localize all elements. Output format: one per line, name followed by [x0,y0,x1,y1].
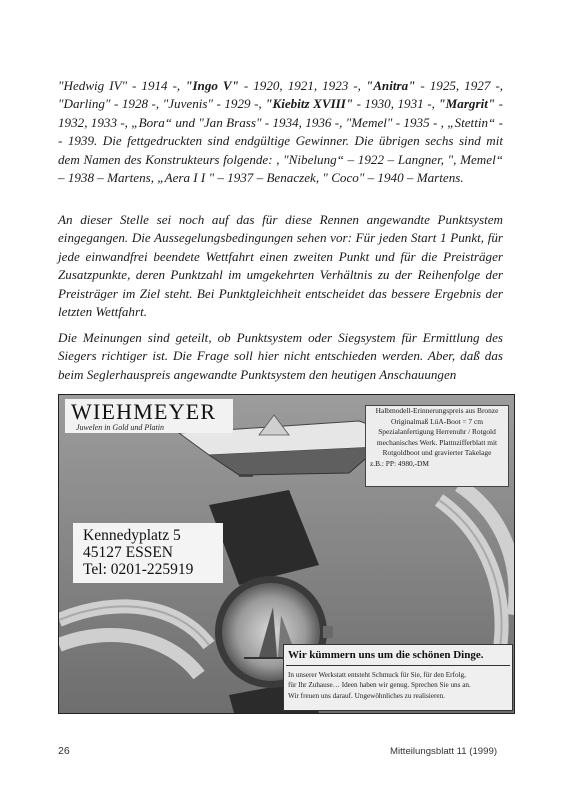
boat-name-bold: "Anitra" [365,78,416,93]
page-number: 26 [58,745,70,757]
info-line: Rotgoldboot und gravierter Takelage [382,448,492,458]
address-box [73,523,223,583]
info-line: Halbmodell-Erinnerungspreis aus Bronze [375,406,499,415]
slogan-line: für Ihr Zuhause… Ideen haben wir genug. Sprechen Sie uns an. [288,681,471,690]
brand-name: WIEHMEYER [71,399,217,424]
brand-logo-box [65,399,233,433]
phone: Tel: 0201-225919 [83,561,194,578]
slogan-headline: Wir kümmern uns um die schönen Dinge. [288,649,484,661]
info-line: Originalmaß LüA-Boot = 7 cm [390,416,484,426]
paragraph-winners [58,77,503,187]
slogan-box [283,644,513,711]
text-run: - 1930, 1931 -, [353,96,439,112]
brand-tagline: Juwelen in Gold und Platin [76,423,164,432]
advertisement [58,394,515,714]
text-run: - 1920, 1921, 1923 -, [238,78,366,93]
boat-name-bold: "Ingo V" [185,78,239,93]
publication-name: Mitteilungsblatt 11 (1999) [390,746,498,757]
product-info-box [365,405,509,487]
text-run: "Hedwig IV" - 1914 -, [58,78,186,93]
boat-name-bold: "Margrit" [438,96,496,112]
boat-name-bold: "Kiebitz XVIII" [265,96,354,112]
info-line: Spezialanfertigung Herrenuhr / Rotgold [378,427,496,437]
info-line: mechanisches Werk. Plattnzifferblatt mit [376,437,498,447]
text-run: - 1932, 1933 -, „Bora“ und "Jan Brass" - 1934, 1936 -, "Memel" - 1935 - , „Stettin“ -- 1939. Die fettgedruckten sind endgültige Gewinner. Die übrigen sechs sind mit dem Namen des Konstrukteurs folgende: , "Nibelung“ – 1922 – Langner, ", Memel“ – 1938 – Martens, „Aera I I " – 1937 – Benaczek, " Coco" – 1940 – Martens. [58,96,504,186]
slogan-body [288,670,510,701]
slogan-line: In unserer Werkstatt entsteht Schmuck für Sie, für den Erfolg, [288,671,466,679]
divider [286,665,510,666]
paragraph-opinions: Die Meinungen sind geteilt, ob Punktsystem oder Siegsystem für Ermittlung des Siegers richtiger ist. Die Frage soll hier nicht entschieden werden. Aber, daß das beim Seglerhauspreis angewandte Punktsystem den heutigen Anschauungen [58,330,503,382]
price-line: z.B.: PP: 4980,-DM [370,458,429,468]
slogan-line: Wir freuen uns darauf. Ungewöhnliches zu realisieren. [288,691,445,700]
street: Kennedyplatz 5 [83,527,181,544]
paragraph-points-system: An dieser Stelle sei noch auf das für diese Rennen angewandte Punktsystem eingegangen. Die Aussegelungsbedingungen sehen vor: Für jeden Start 1 Punkt, für jede einwandfrei beendete Wettfahrt einen zweiten Punkt und für die Preisträger Zusatzpunkte, deren Punktzahl im umgekehrten Verhältnis zu der Reihenfolge der Preisträger im Ziel steht. Bei Punktgleichheit entscheidet das bessere Ergebnis der letzten Wettfahrt. [58,212,503,320]
text-run: - 1925, 1927 -, "Darling" - 1928 -, "Juvenis" - 1929 -, [58,78,503,112]
city: 45127 ESSEN [83,544,173,561]
